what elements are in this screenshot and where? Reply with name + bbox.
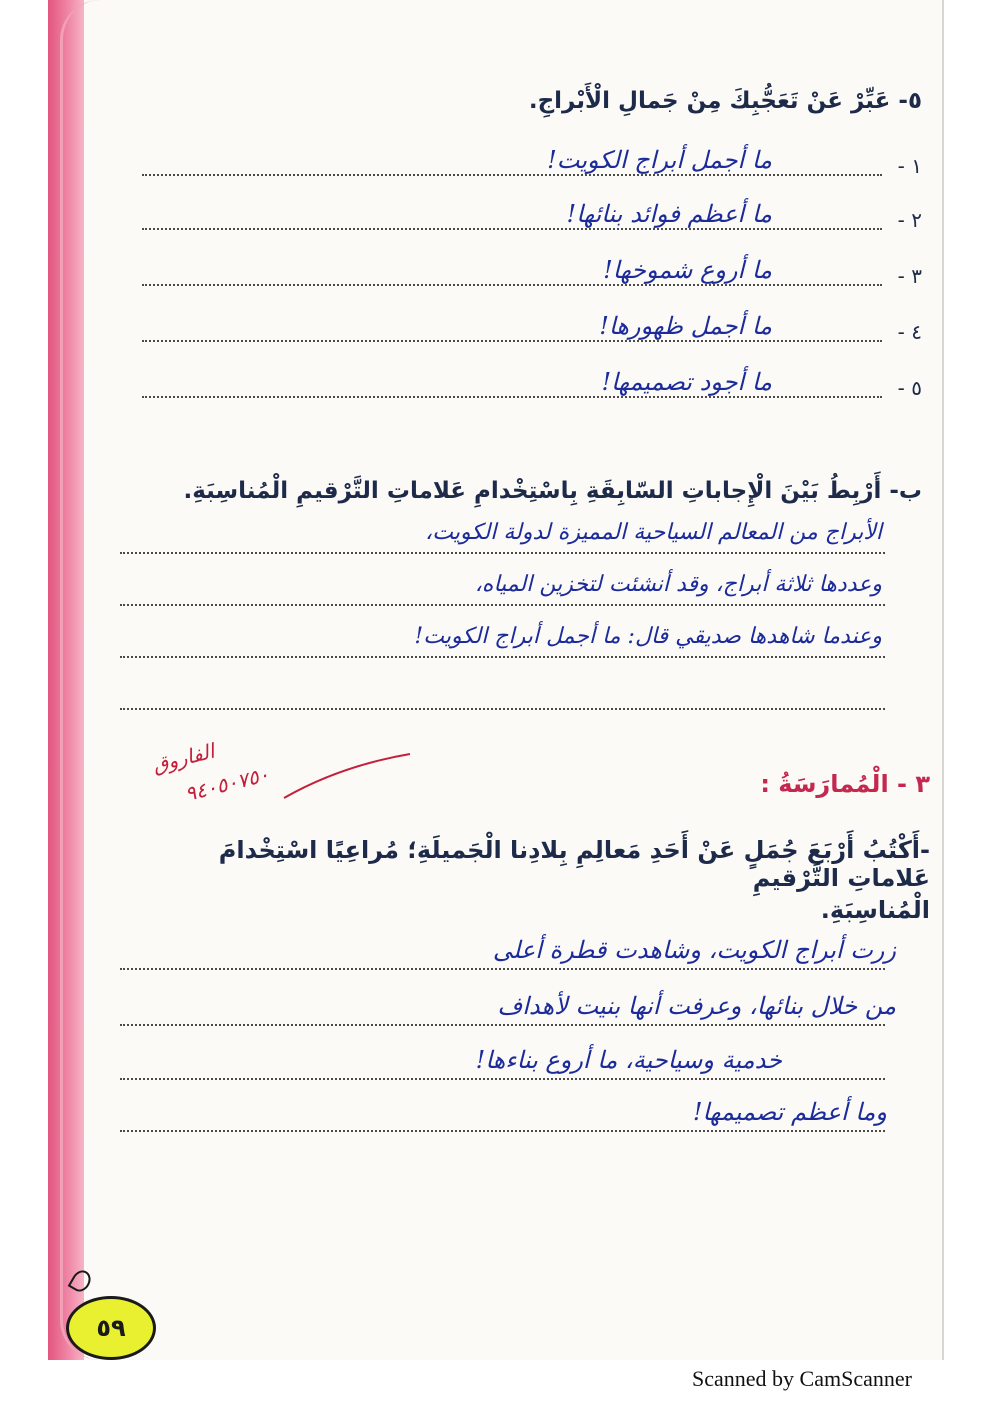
answer-number: ٤ - — [897, 320, 922, 344]
answer-number: ٢ - — [897, 208, 922, 232]
dotted-line — [120, 1078, 885, 1080]
answer-number: ٥ - — [897, 376, 922, 400]
handwritten-answer: ما أعظم فوائد بنائها! — [566, 200, 772, 228]
dotted-line — [120, 656, 885, 658]
dotted-line — [142, 174, 882, 176]
dotted-line — [142, 228, 882, 230]
dotted-line — [120, 1024, 885, 1026]
handwritten-line: من خلال بنائها، وعرفت أنها بنيت لأهداف — [497, 992, 896, 1020]
handwritten-answer: ما أجود تصميمها! — [601, 368, 772, 396]
page-number: ٥٩ — [96, 1314, 126, 1342]
handwritten-line: خدمية وسياحية، ما أروع بناءها! — [475, 1046, 782, 1074]
section-3-instruction-cont: الْمُناسِبَةِ. — [820, 896, 930, 924]
answer-row-2 — [142, 186, 922, 236]
answer-row-5 — [142, 354, 922, 404]
dotted-line — [142, 396, 882, 398]
handwritten-line: زرت أبراج الكويت، وشاهدت قطرة أعلى — [492, 936, 896, 964]
answer-row-3 — [142, 242, 922, 292]
red-note-number: ٩٤٠٥٠٧٥٠ — [182, 761, 272, 807]
scanner-footer: Scanned by CamScanner — [692, 1366, 912, 1391]
page-number-badge — [66, 1296, 156, 1360]
pink-margin-curve — [60, 0, 126, 1360]
handwritten-answer: ما أجمل أبراج الكويت! — [547, 146, 772, 174]
section-3-instruction: -أَكْتُبُ أَرْبَعَ جُمَلٍ عَنْ أَحَدِ مَعالِمِ بِلادِنا الْجَميلَةِ؛ مُراعِيًا اسْتِخْدامَ عَلاماتِ التَّرْقيمِ — [218, 836, 930, 892]
answer-row-1 — [142, 132, 922, 182]
handwritten-line: الأبراج من المعالم السياحية المميزة لدولة الكويت، — [425, 520, 882, 545]
dotted-line — [120, 552, 885, 554]
dotted-line — [120, 604, 885, 606]
handwritten-answer: ما أجمل ظهورها! — [599, 312, 772, 340]
answer-number: ١ - — [897, 154, 922, 178]
handwritten-line: وعددها ثلاثة أبراج، وقد أنشئت لتخزين المياه، — [474, 572, 882, 597]
section-3-title: ٣ - الْمُمارَسَةُ : — [760, 770, 930, 798]
handwritten-line: وما أعظم تصميمها! — [692, 1098, 887, 1126]
question-5: ٥- عَبِّرْ عَنْ تَعَجُّبِكَ مِنْ جَمالِ الْأَبْراجِ. — [528, 88, 922, 114]
handwritten-line: وعندما شاهدها صديقي قال: ما أجمل أبراج الكويت! — [414, 624, 882, 649]
dotted-line — [142, 340, 882, 342]
dotted-line — [120, 968, 885, 970]
question-b: ب- أَرْبِطُ بَيْنَ الْإِجاباتِ السّابِقَةِ بِاسْتِخْدامِ عَلاماتِ التَّرْقيمِ الْمُناسِبَةِ. — [183, 478, 922, 504]
dotted-line — [120, 708, 885, 710]
dotted-line — [142, 284, 882, 286]
dotted-line — [120, 1130, 885, 1132]
answer-row-4 — [142, 298, 922, 348]
handwritten-answer: ما أروع شموخها! — [603, 256, 772, 284]
answer-number: ٣ - — [897, 264, 922, 288]
red-underline-stroke — [280, 746, 420, 806]
red-note-name: الفاروق — [150, 738, 217, 778]
